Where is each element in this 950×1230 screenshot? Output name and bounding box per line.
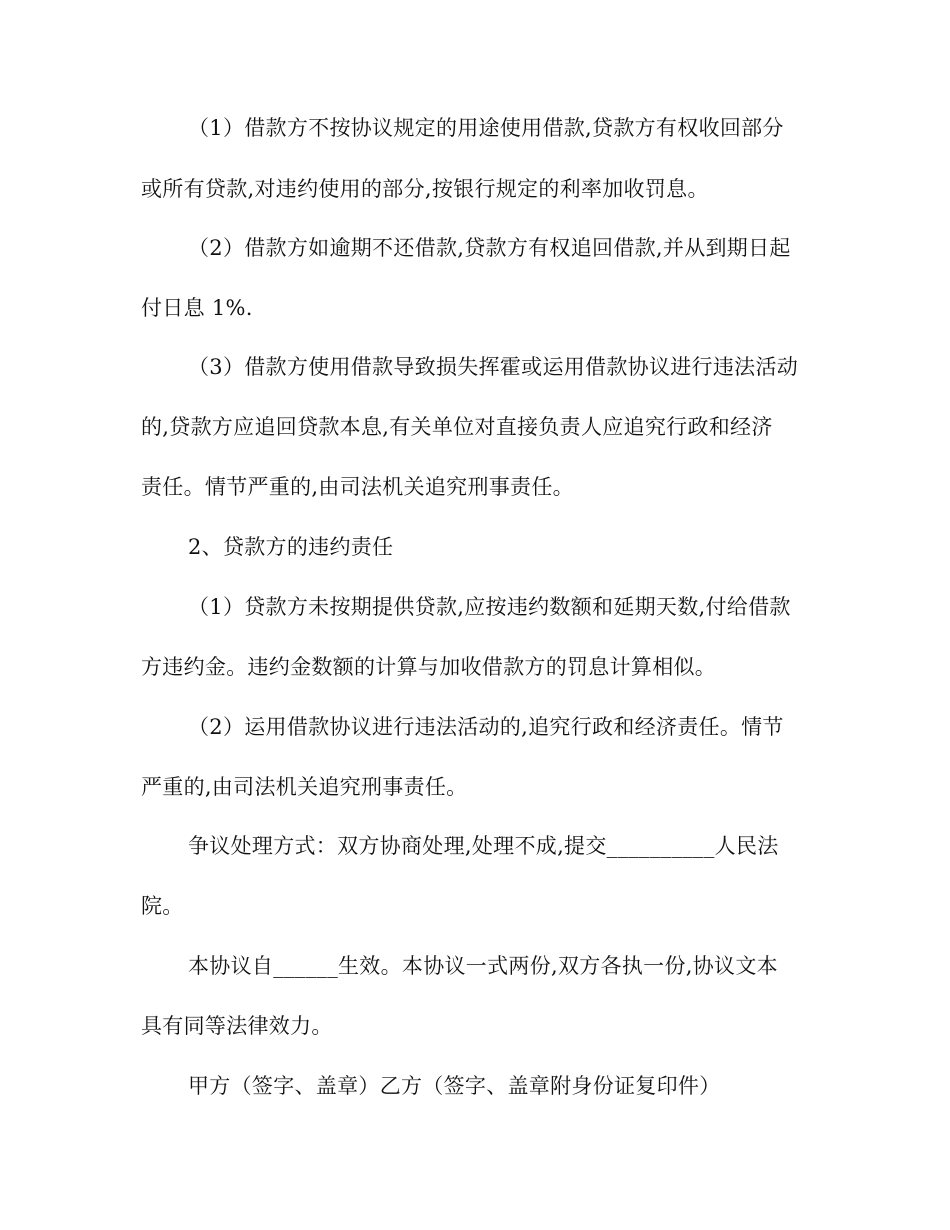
- clause-2-2-line-2: 严重的,由司法机关追究刑事责任。: [141, 775, 468, 799]
- clause-2-2-line-1: （2）运用借款协议进行违法活动的,追究行政和经济责任。情节: [188, 715, 784, 739]
- dispute-line-2: 院。: [141, 894, 184, 918]
- clause-1-2-line-1: （2）借款方如逾期不还借款,贷款方有权追回借款,并从到期日起: [188, 236, 791, 260]
- dispute-line-1: 争议处理方式：双方协商处理,处理不成,提交__________人民法: [188, 834, 779, 858]
- effective-line-2: 具有同等法律效力。: [141, 1014, 333, 1038]
- clause-1-2-line-2: 付日息 1%.: [141, 296, 253, 320]
- clause-1-1-line-1: （1）借款方不按协议规定的用途使用借款,贷款方有权收回部分: [188, 116, 784, 140]
- clause-1-3-line-3: 责任。情节严重的,由司法机关追究刑事责任。: [141, 475, 574, 499]
- clause-2-1-line-2: 方违约金。违约金数额的计算与加收借款方的罚息计算相似。: [141, 655, 717, 679]
- clause-1-1-line-2: 或所有贷款,对违约使用的部分,按银行规定的利率加收罚息。: [141, 177, 709, 201]
- effective-line-1: 本协议自______生效。本协议一式两份,双方各执一份,协议文本: [188, 954, 778, 978]
- clause-1-3-line-2: 的,贷款方应追回贷款本息,有关单位对直接负责人应追究行政和经济: [141, 415, 773, 439]
- section-2-heading: 2、贷款方的违约责任: [188, 535, 394, 559]
- signature-line: 甲方（签字、盖章）乙方（签字、盖章附身份证复印件）: [188, 1074, 721, 1098]
- clause-2-1-line-1: （1）贷款方未按期提供贷款,应按违约数额和延期天数,付给借款: [188, 595, 791, 619]
- clause-1-3-line-1: （3）借款方使用借款导致损失挥霍或运用借款协议进行违法活动: [188, 355, 799, 379]
